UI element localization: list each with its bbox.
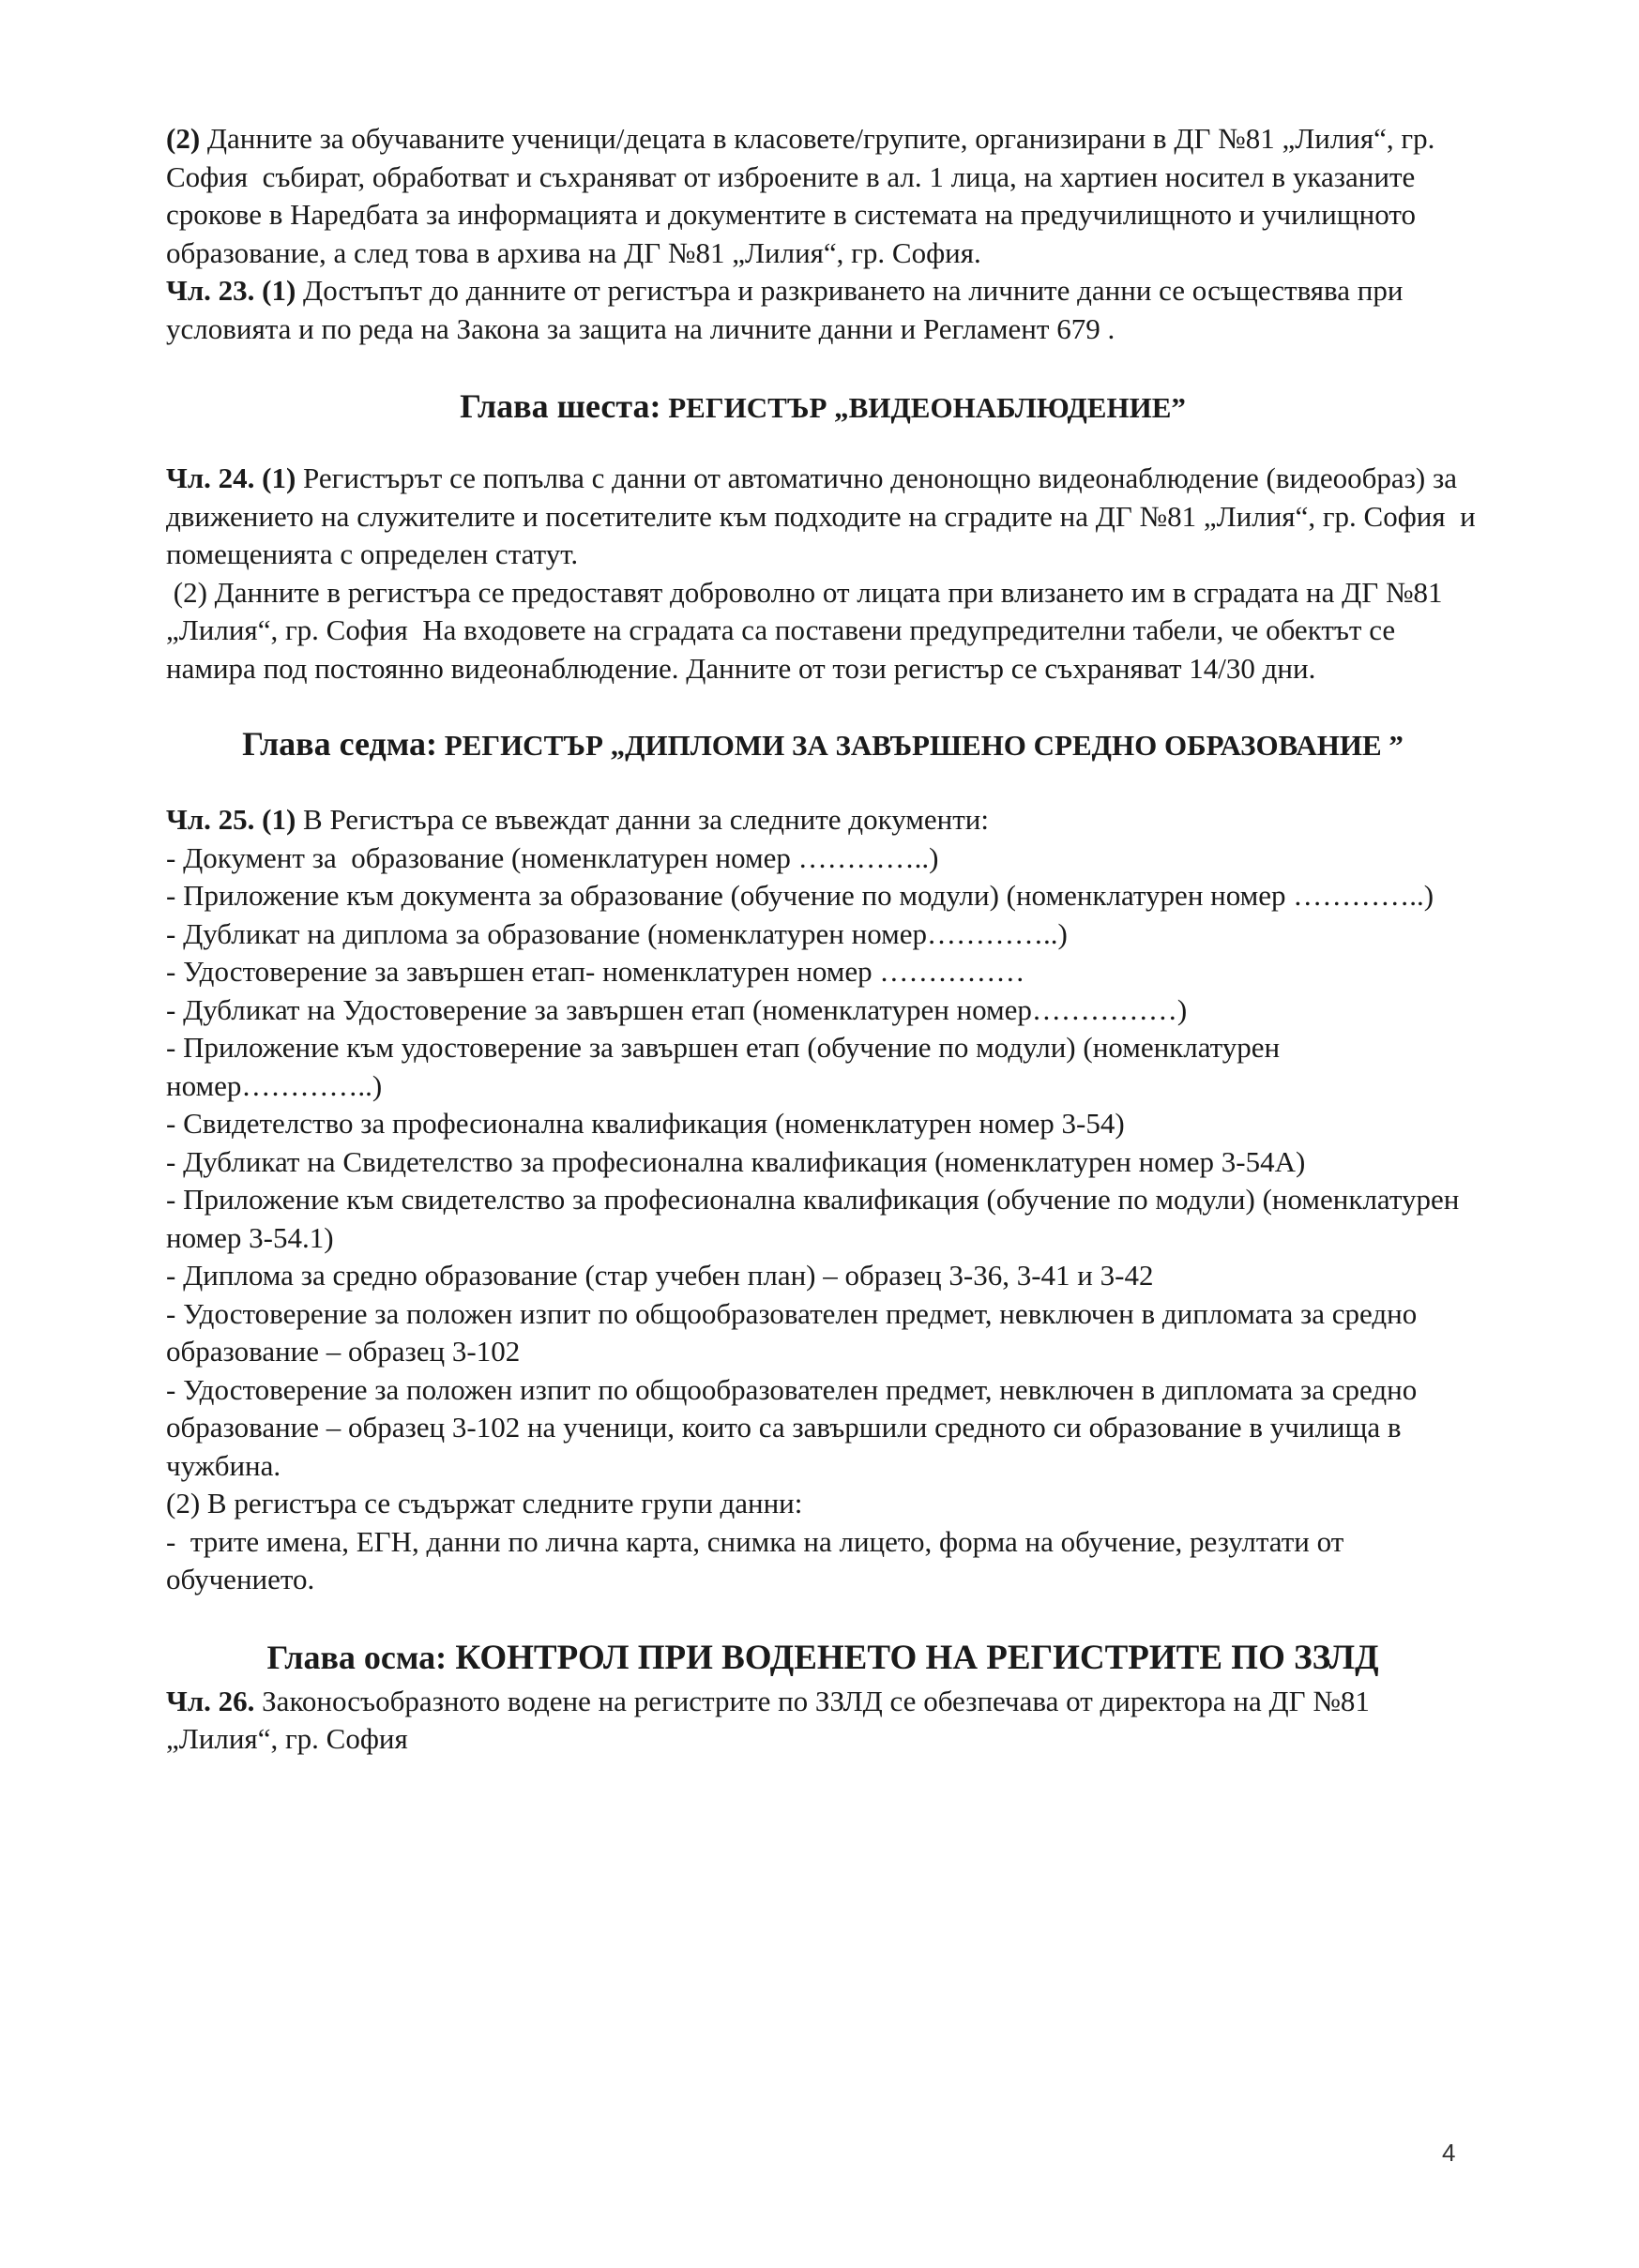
list-item: - Удостоверение за положен изпит по общообразователен предмет, невключен в дипломата за средно образование – образец 3-102 на ученици, които са завършили средното си образование в училища в чужбина. — [166, 1372, 1424, 1482]
article-text: Регистърът се попълва с данни от автоматично денонощно видеонаблюдение (видеообраз) за движението на служителите и посетителите към подходите на сградите на ДГ №81 „Лилия“, гр. София и помещенията с определен статут. — [166, 461, 1483, 570]
article-25-paragraph-2: (2) В регистъра се съдържат следните групи данни: — [166, 1487, 803, 1520]
list-item: - Приложение към свидетелство за професионална квалификация (обучение по модули) (номенклатурен номер 3-54.1) — [166, 1183, 1467, 1254]
article-intro: В Регистъра се въвеждат данни за следните документи: — [296, 803, 990, 836]
list-item: - Документ за образование (номенклатурен номер …………..) — [166, 840, 939, 874]
list-item: - Свидетелство за професионална квалификация (номенклатурен номер 3-54) — [166, 1107, 1125, 1140]
article-number: Чл. 23. (1) — [166, 274, 296, 307]
page-number: 4 — [1442, 2139, 1456, 2167]
list-item: - Приложение към документа за образование (обучение по модули) (номенклатурен номер …………..) — [166, 879, 1434, 912]
article-23 — [166, 272, 1480, 348]
list-item: - трите имена, ЕГН, данни по лична карта, снимка на лицето, форма на обучение, резултати от обучението. — [166, 1524, 1352, 1595]
list-item: - Приложение към удостоверение за завършен етап (обучение по модули) (номенклатурен номер…………..) — [166, 1031, 1287, 1102]
article-24 — [166, 460, 1483, 574]
paragraph-art22-2 — [166, 120, 1480, 272]
list-item: - Удостоверение за завършен етап- номенклатурен номер …………… — [166, 955, 1025, 988]
article-number: Чл. 25. (1) — [166, 803, 296, 836]
chapter-title: КОНТРОЛ ПРИ ВОДЕНЕТО НА РЕГИСТРИТЕ ПО ЗЗЛД — [447, 1638, 1379, 1677]
chapter-title: РЕГИСТЪР „ВИДЕОНАБЛЮДЕНИЕ” — [660, 391, 1186, 424]
article-number: Чл. 24. (1) — [166, 461, 296, 494]
list-item: - Дубликат на Свидетелство за професионална квалификация (номенклатурен номер 3-54А) — [166, 1144, 1306, 1178]
document-page — [166, 120, 1483, 1759]
article-number: Чл. 26. — [166, 1684, 255, 1717]
chapter-8-heading — [166, 1637, 1480, 1683]
chapter-lead: Глава шеста: — [460, 387, 661, 425]
chapter-title: РЕГИСТЪР „ДИПЛОМИ ЗА ЗАВЪРШЕНО СРЕДНО ОБРАЗОВАНИЕ ” — [436, 729, 1404, 762]
paragraph-number: (2) — [166, 122, 201, 155]
article-text: Законосъобразното водене на регистрите по ЗЗЛД се обезпечава от директора на ДГ №81 „Лилия“, гр. София — [166, 1684, 1377, 1755]
article-text: Достъпът до данните от регистъра и разкриването на личните данни се осъществява при условията и по реда на Закона за защита на личните данни и Регламент 679 . — [166, 274, 1411, 345]
chapter-6-heading — [166, 386, 1480, 431]
article-26 — [166, 1683, 1480, 1759]
list-item: - Дубликат на диплома за образование (номенклатурен номер…………..) — [166, 916, 1068, 950]
list-item: - Диплома за средно образование (стар учебен план) – образец 3-36, 3-41 и 3-42 — [166, 1259, 1154, 1292]
article-24-paragraph-2: (2) Данните в регистъра се предоставят доброволно от лицата при влизането им в сградата на ДГ №81 „Лилия“, гр. София На входовете на сградата са поставени предупредителни табели, че обектът се намира под постоянно видеонаблюдение. Данните от този регистър се съхраняват 14/30 дни. — [166, 575, 1450, 685]
list-item: - Удостоверение за положен изпит по общообразователен предмет, невключен в дипломата за средно образование – образец 3-102 — [166, 1296, 1424, 1368]
chapter-lead: Глава осма: — [266, 1638, 448, 1676]
chapter-lead: Глава седма: — [242, 725, 437, 763]
article-25 — [166, 801, 1480, 839]
list-item: - Дубликат на Удостоверение за завършен етап (номенклатурен номер……………) — [166, 992, 1188, 1026]
paragraph-text: Данните за обучаваните ученици/децата в класовете/групите, организирани в ДГ №81 „Лилия“, гр. София събират, обработват и съхраняват от изброените в ал. 1 лица, на хартиен носител в указаните срокове в Наредбата за информацията и документите в системата на предучилищното и училищното образование, а след това в архива на ДГ №81 „Лилия“, гр. София. — [166, 122, 1443, 269]
chapter-7-heading — [166, 723, 1480, 769]
